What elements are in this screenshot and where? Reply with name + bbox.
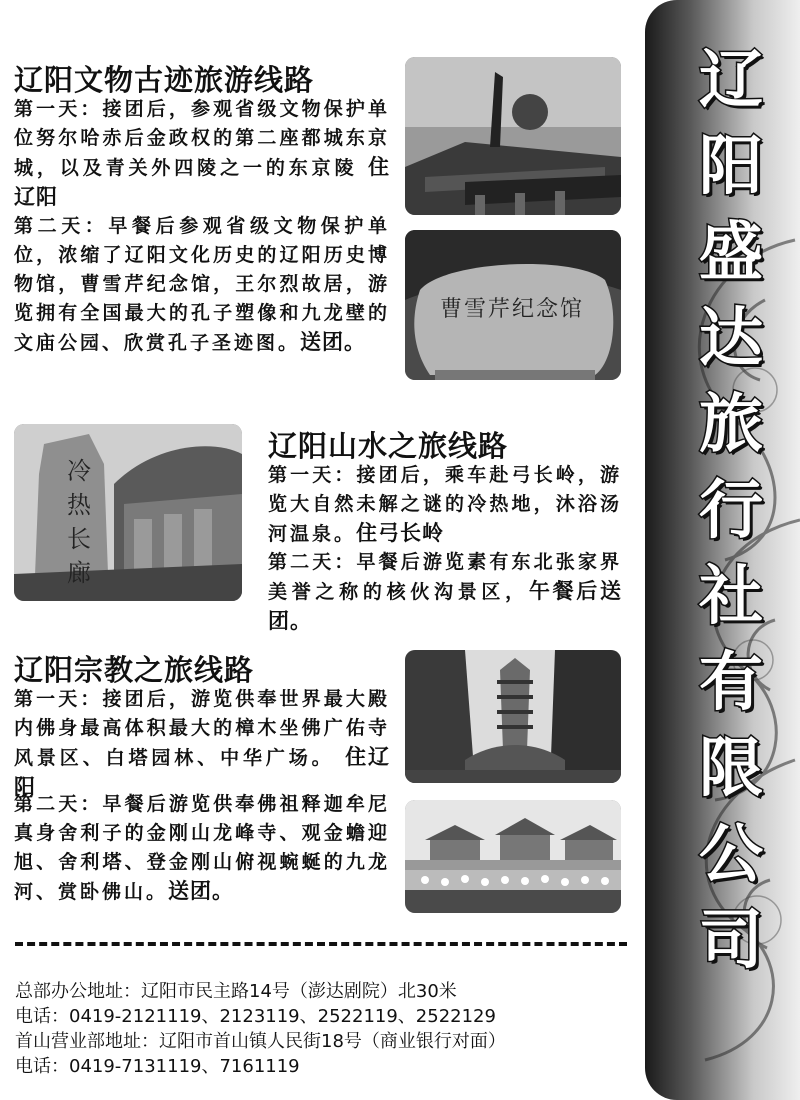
shoushan-phone: 电话：0419-7131119、7161119	[15, 1056, 300, 1077]
route2-day1-text: 第一天：接团后，乘车赴弓长岭，游览大自然未解之谜的冷热地，沐浴汤河温泉。	[268, 464, 622, 545]
company-char: 辽	[699, 44, 763, 118]
company-char: 社	[699, 560, 763, 634]
route3-day1-stay: 住辽阳	[14, 745, 390, 799]
hq-phone: 电话：0419-2121119、2123119、2522119、2522129	[15, 1006, 496, 1027]
route3-day2	[14, 790, 390, 907]
route1-title: 辽阳文物古迹旅游线路	[14, 63, 315, 97]
cao-xueqin-memorial-photo	[405, 230, 621, 380]
company-char: 司	[699, 904, 763, 978]
company-char: 行	[699, 474, 763, 548]
route1-day1	[14, 95, 390, 213]
route2-day2-end: 午餐后送团。	[268, 579, 622, 633]
company-char: 有	[699, 646, 763, 720]
route2-day1	[268, 461, 622, 549]
route2-title: 辽阳山水之旅线路	[268, 429, 509, 463]
company-name	[688, 38, 774, 984]
memorial-inscription: 曹雪芹纪念馆	[440, 297, 585, 322]
route3-day2-end: 送团。	[168, 879, 235, 903]
route3-title: 辽阳宗教之旅线路	[14, 653, 255, 687]
route3-day1	[14, 685, 390, 803]
route1-day2-end: 送团。	[300, 330, 367, 354]
company-char: 旅	[699, 388, 763, 462]
corridor-inscription: 冷热长廊	[67, 457, 91, 587]
company-char: 盛	[699, 216, 763, 290]
route1-day2	[14, 212, 390, 358]
company-char: 公	[699, 818, 763, 892]
white-pagoda-photo	[405, 650, 621, 783]
palace-roof-photo	[405, 57, 621, 215]
temple-garden-photo	[405, 800, 621, 913]
route3-day1-text: 第一天：接团后，游览供奉世界最大殿内佛身最高体积最大的樟木坐佛广佑寺风景区、白塔园林、中华广场。	[14, 688, 390, 769]
company-char: 限	[699, 732, 763, 806]
route3-day2-text: 第二天：早餐后游览供奉佛祖释迦牟尼真身舍利子的金刚山龙峰寺、观金蟾迎旭、舍利塔、登金刚山俯视蜿蜒的九龙河、赏卧佛山。	[14, 793, 390, 903]
shoushan-address: 首山营业部地址：辽阳市首山镇人民街18号（商业银行对面）	[15, 1031, 506, 1052]
dashed-divider	[15, 942, 627, 946]
route1-day1-stay: 住辽阳	[14, 155, 390, 209]
route2-day2	[268, 548, 622, 637]
company-char: 阳	[699, 130, 763, 204]
route1-day2-text: 第二天：早餐后参观省级文物保护单位，浓缩了辽阳文化历史的辽阳历史博物馆，曹雪芹纪念馆，王尔烈故居，游览拥有全国最大的孔子塑像和九龙壁的文庙公园、欣赏孔子圣迹图。	[14, 215, 390, 354]
hq-address: 总部办公地址：辽阳市民主路14号（澎达剧院）北30米	[15, 981, 457, 1002]
route1-day1-text: 第一天：接团后，参观省级文物保护单位努尔哈赤后金政权的第二座都城东京城，以及青关外四陵之一的东京陵	[14, 98, 390, 179]
route2-day2-text: 第二天：早餐后游览素有东北张家界美誉之称的核伙沟景区，	[268, 551, 622, 603]
cold-hot-corridor-photo	[14, 424, 242, 601]
company-char: 达	[699, 302, 763, 376]
route2-day1-stay: 住弓长岭	[356, 521, 445, 545]
